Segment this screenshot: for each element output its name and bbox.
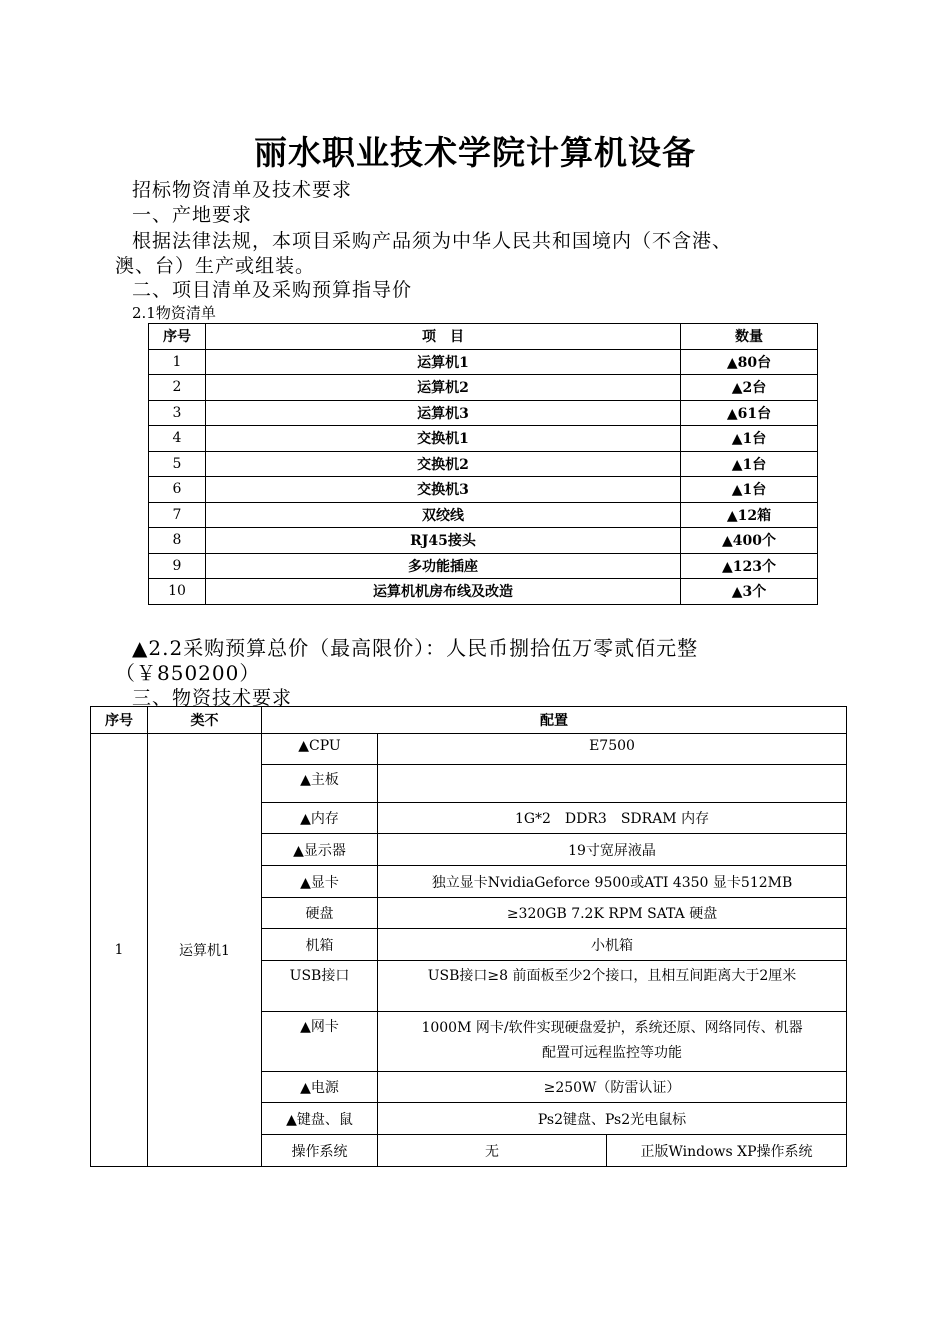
table-row [149, 477, 818, 503]
row-index: 5 [149, 451, 206, 477]
row-quantity: ▲1台 [681, 426, 818, 452]
row-quantity: ▲1台 [681, 451, 818, 477]
row-index: 9 [149, 553, 206, 579]
spec-value [378, 1012, 847, 1072]
header-quantity: 数量 [681, 324, 818, 350]
spec-label: ▲显卡 [262, 866, 378, 898]
table-row [149, 528, 818, 554]
section-1-body-line-2: 澳、台）生产或组装。 [115, 255, 316, 277]
table-row [149, 553, 818, 579]
table-header-row [149, 324, 818, 350]
spec-row [91, 734, 847, 765]
spec-value: 独立显卡NvidiaGeforce 9500或ATI 4350 显卡512MB [378, 866, 847, 898]
row-index: 6 [149, 477, 206, 503]
row-item: 交换机1 [206, 426, 681, 452]
spec-value [378, 765, 847, 803]
spec-label: ▲网卡 [262, 1012, 378, 1072]
materials-list-table [148, 323, 818, 605]
row-item: 运算机3 [206, 400, 681, 426]
spec-label: ▲显示器 [262, 834, 378, 866]
table-row [149, 375, 818, 401]
row-quantity: ▲2台 [681, 375, 818, 401]
row-quantity: ▲80台 [681, 349, 818, 375]
row-item: 交换机2 [206, 451, 681, 477]
spec-value: E7500 [378, 734, 847, 765]
header-category: 类不 [148, 707, 262, 734]
spec-value: 无 [378, 1135, 607, 1167]
row-quantity: ▲61台 [681, 400, 818, 426]
spec-label: ▲电源 [262, 1072, 378, 1103]
row-item: 交换机3 [206, 477, 681, 503]
spec-label: 机箱 [262, 929, 378, 961]
row-index: 10 [149, 579, 206, 605]
row-quantity: ▲3个 [681, 579, 818, 605]
document-title: 丽水职业技术学院计算机设备 [254, 133, 696, 172]
row-quantity: ▲1台 [681, 477, 818, 503]
row-index: 8 [149, 528, 206, 554]
spec-value: 19寸宽屏液晶 [378, 834, 847, 866]
spec-value: 小机箱 [378, 929, 847, 961]
spec-label: ▲主板 [262, 765, 378, 803]
spec-label: USB接口 [262, 961, 378, 1012]
row-item: 运算机机房布线及改造 [206, 579, 681, 605]
row-index: 4 [149, 426, 206, 452]
spec-label: ▲内存 [262, 803, 378, 834]
header-index: 序号 [91, 707, 148, 734]
row-item: 运算机2 [206, 375, 681, 401]
section-1-heading: 一、产地要求 [132, 204, 253, 226]
section-3-heading: 三、物资技术要求 [132, 687, 293, 709]
table-header-row [91, 707, 847, 734]
spec-value-line: 1000M 网卡/软件实现硬盘爱护，系统还原、网络同传、机器 [421, 1020, 803, 1036]
row-quantity: ▲400个 [681, 528, 818, 554]
spec-value: 正版Windows XP操作系统 [607, 1135, 847, 1167]
header-index: 序号 [149, 324, 206, 350]
row-index: 3 [149, 400, 206, 426]
row-item: 多功能插座 [206, 553, 681, 579]
section-2-heading: 二、项目清单及采购预算指导价 [132, 279, 413, 301]
spec-label: 操作系统 [262, 1135, 378, 1167]
row-item: RJ45接头 [206, 528, 681, 554]
table-row [149, 579, 818, 605]
header-config: 配置 [262, 707, 847, 734]
spec-value: 1G*2 DDR3 SDRAM 内存 [378, 803, 847, 834]
spec-label: ▲键盘、鼠 [262, 1103, 378, 1135]
spec-label: ▲CPU [262, 734, 378, 765]
spec-label: 硬盘 [262, 898, 378, 929]
table-row [149, 502, 818, 528]
spec-value: Ps2键盘、Ps2光电鼠标 [378, 1103, 847, 1135]
table-row [149, 400, 818, 426]
row-index: 2 [149, 375, 206, 401]
subtitle: 招标物资清单及技术要求 [132, 179, 353, 201]
spec-category: 运算机1 [148, 734, 262, 1167]
row-item: 双绞线 [206, 502, 681, 528]
budget-line-2: （￥850200） [115, 661, 261, 685]
row-index: 1 [149, 349, 206, 375]
spec-value: ≥320GB 7.2K RPM SATA 硬盘 [378, 898, 847, 929]
row-index: 7 [149, 502, 206, 528]
section-2-1-heading: 2.1物资清单 [132, 304, 216, 322]
table-row [149, 426, 818, 452]
spec-value: USB接口≥8 前面板至少2个接口，且相互间距离大于2厘米 [378, 961, 847, 1012]
spec-value: ≥250W（防雷认证） [378, 1072, 847, 1103]
section-1-body-line-1: 根据法律法规，本项目采购产品须为中华人民共和国境内（不含港、 [132, 230, 733, 252]
spec-value-line: 配置可远程监控等功能 [542, 1045, 683, 1061]
budget-line-1: ▲2.2采购预算总价（最高限价）：人民币捌拾伍万零贰佰元整 [132, 636, 699, 660]
row-item: 运算机1 [206, 349, 681, 375]
table-row [149, 451, 818, 477]
table-row [149, 349, 818, 375]
spec-index: 1 [91, 734, 148, 1167]
row-quantity: ▲123个 [681, 553, 818, 579]
technical-spec-table [90, 706, 847, 1167]
header-item: 项 目 [206, 324, 681, 350]
row-quantity: ▲12箱 [681, 502, 818, 528]
